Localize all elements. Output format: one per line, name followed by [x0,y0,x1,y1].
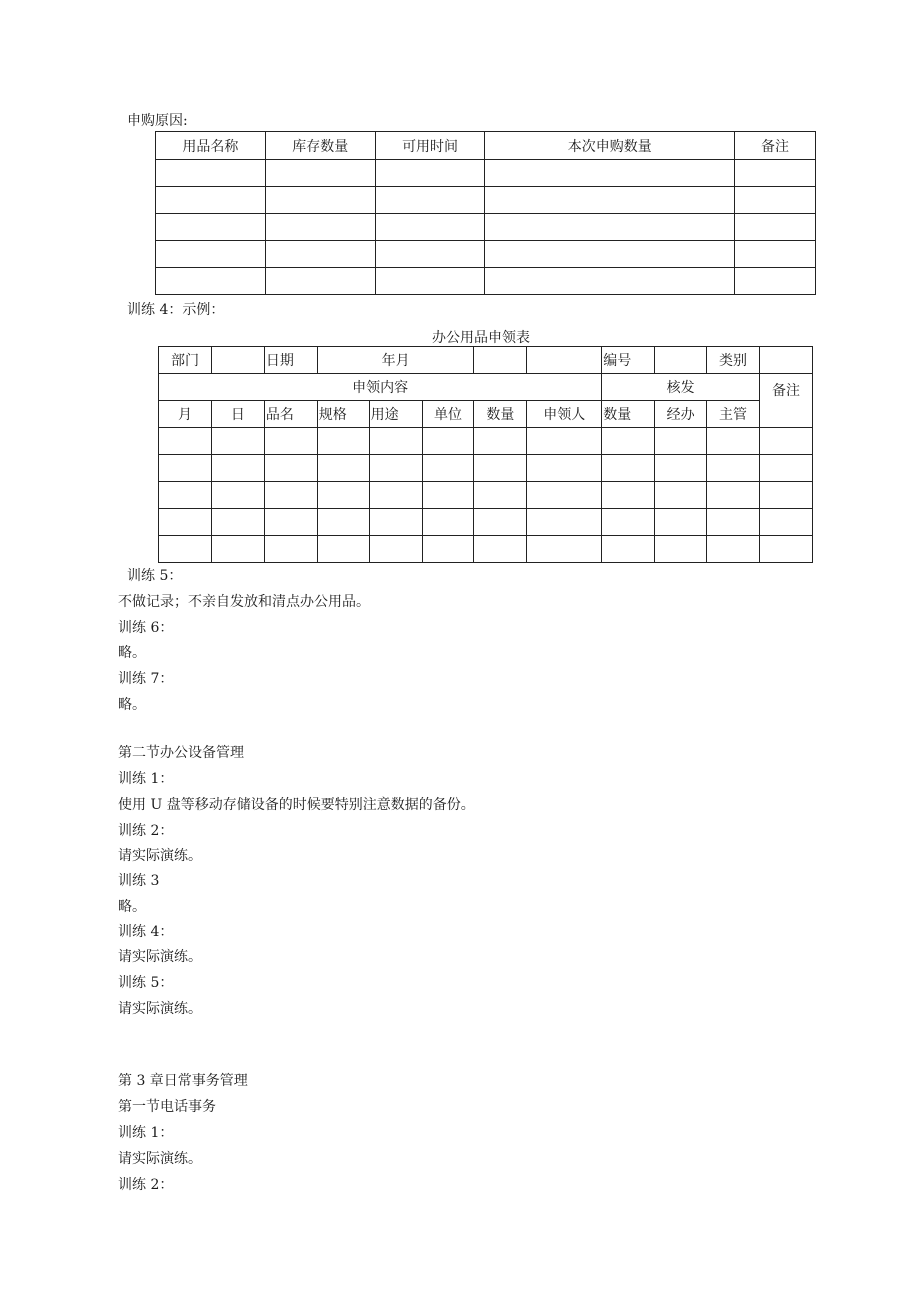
header-stock-qty: 库存数量 [265,132,375,160]
table-row [156,241,816,268]
purchase-reason-label: 申购原因: [127,113,188,129]
col-supervisor: 主管 [707,401,760,428]
training3-label: 训练 3 [118,873,160,889]
training5-label: 训练 5： [127,568,183,584]
dept-label: 部门 [159,347,212,374]
training4-label: 训练 4：示例： [127,302,225,318]
col-quantity: 数量 [474,401,527,428]
section-heading: 第一节电话事务 [118,1099,216,1115]
text-line: 使用 U 盘等移动存储设备的时候要特别注意数据的备份。 [118,797,475,813]
text-line: 请实际演练。 [118,848,202,864]
yearmonth-label: 年月 [317,347,474,374]
table-row [156,160,816,187]
col-handler: 经办 [655,401,707,428]
text-line: 略。 [118,645,146,661]
table-row [156,214,816,241]
text-line: 请实际演练。 [118,1001,202,1017]
check-label: 核发 [602,374,760,401]
table-row [156,187,816,214]
training1-label: 训练 1： [118,771,174,787]
col-usage: 用途 [369,401,422,428]
requisition-table-title: 办公用品申领表 [432,330,530,346]
col-applicant: 申领人 [527,401,602,428]
header-item-name: 用品名称 [156,132,266,160]
training2c-label: 训练 2： [118,1177,174,1193]
header-purchase-qty: 本次申购数量 [485,132,735,160]
purchase-table-header-row [156,132,816,160]
col-day: 日 [211,401,264,428]
col-unit: 单位 [422,401,474,428]
table-row [159,482,813,509]
requisition-row-2 [159,374,813,401]
table-row [159,428,813,455]
requisition-row-1 [159,347,813,374]
chapter-heading: 第 3 章日常事务管理 [118,1073,248,1089]
header-available-time: 可用时间 [375,132,485,160]
remark-label: 备注 [759,374,812,428]
requisition-row-3 [159,401,813,428]
purchase-table [155,131,816,295]
text-line: 请实际演练。 [118,1151,202,1167]
training6-label: 训练 6： [118,620,174,636]
training2-label: 训练 2： [118,823,174,839]
requisition-table [158,346,813,563]
table-row [159,455,813,482]
training7-label: 训练 7： [118,671,174,687]
text-line: 略。 [118,899,146,915]
number-label: 编号 [602,347,655,374]
table-row [159,536,813,563]
content-label: 申领内容 [159,374,602,401]
training4b-label: 训练 4： [118,924,174,940]
text-line: 不做记录；不亲自发放和清点办公用品。 [118,594,370,610]
table-row [156,268,816,295]
col-spec: 规格 [317,401,369,428]
training1c-label: 训练 1： [118,1125,174,1141]
text-line: 请实际演练。 [118,949,202,965]
training5b-label: 训练 5： [118,975,174,991]
date-label: 日期 [264,347,317,374]
col-month: 月 [159,401,212,428]
header-remark: 备注 [735,132,816,160]
col-item-name: 品名 [264,401,317,428]
category-label: 类别 [707,347,760,374]
text-line: 略。 [118,697,146,713]
table-row [159,509,813,536]
section-heading: 第二节办公设备管理 [118,745,244,761]
col-issue-quantity: 数量 [602,401,655,428]
